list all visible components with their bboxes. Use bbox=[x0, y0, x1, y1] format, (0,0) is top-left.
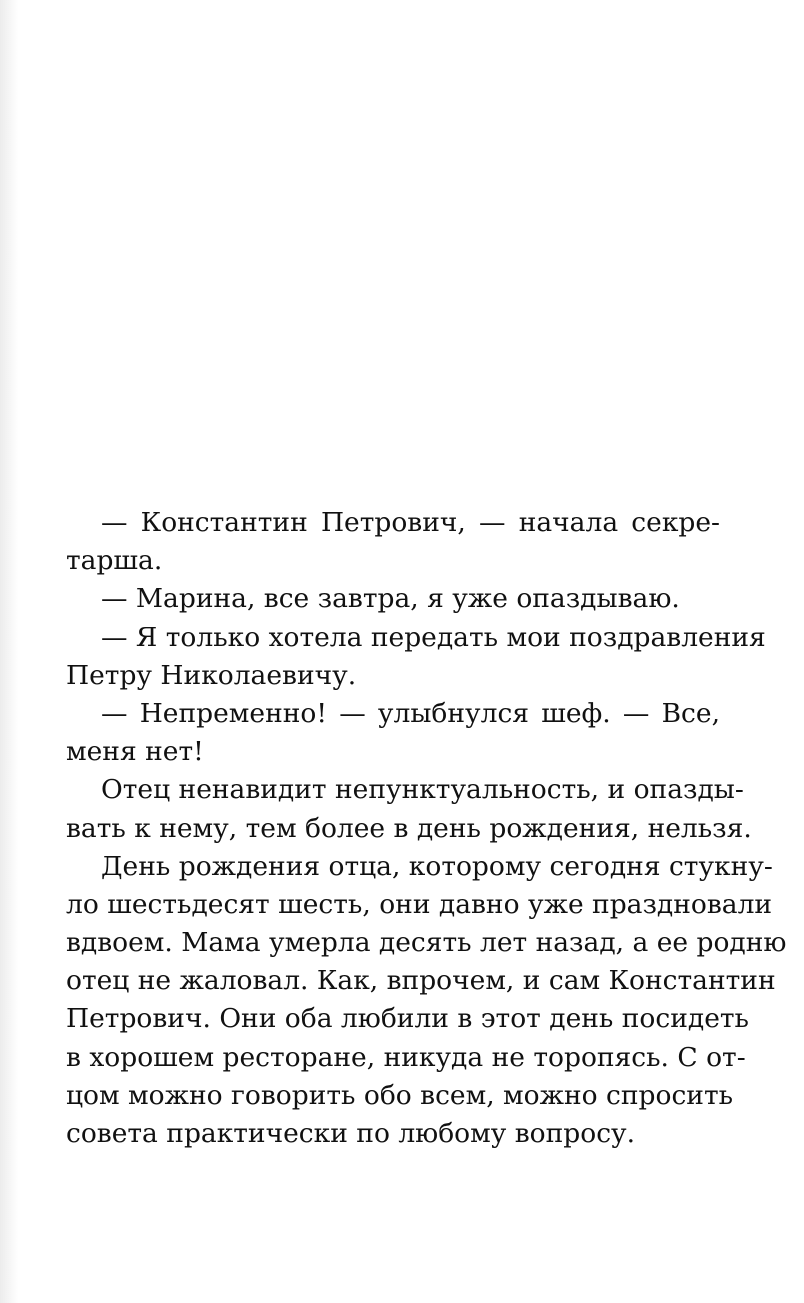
text-line: тарша. bbox=[66, 545, 163, 577]
paragraph bbox=[66, 580, 720, 618]
text-line: цом можно говорить обо всем, можно спросить bbox=[66, 1079, 734, 1111]
text-line: — Я только хотела передать мои поздравления bbox=[101, 621, 766, 653]
text-line: Петрович. Они оба любили в этот день посидеть bbox=[66, 1003, 749, 1035]
paragraph bbox=[66, 504, 720, 580]
paragraph bbox=[66, 619, 766, 695]
text-line: совета практически по любому вопросу. bbox=[66, 1118, 636, 1149]
text-line: ло шестьдесят шесть, они давно уже праздновали bbox=[66, 888, 773, 920]
text-line: отец не жаловал. Как, впрочем, и сам Константин bbox=[66, 965, 776, 997]
text-block bbox=[66, 504, 787, 1153]
text-line: вдвоем. Мама умерла десять лет назад, а ее родню bbox=[66, 927, 787, 959]
text-line: Отец ненавидит непунктуальность, и опазды- bbox=[101, 774, 744, 806]
paragraph bbox=[66, 695, 720, 771]
text-line: Петру Николаевичу. bbox=[66, 659, 357, 691]
paragraph bbox=[66, 771, 752, 847]
text-line: — Марина, все завтра, я уже опаздываю. bbox=[101, 583, 680, 615]
text-line: вать к нему, тем более в день рождения, нельзя. bbox=[66, 812, 752, 844]
text-line: — Непременно! — улыбнулся шеф. — Все, bbox=[101, 697, 720, 729]
text-line: меня нет! bbox=[66, 736, 204, 768]
text-line: — Константин Петрович, — начала секре- bbox=[101, 507, 720, 538]
paragraph bbox=[66, 848, 787, 1154]
text-line: в хорошем ресторане, никуда не торопясь. С от- bbox=[66, 1041, 746, 1073]
page-edge-shadow bbox=[0, 0, 18, 1303]
text-line: День рождения отца, которому сегодня стукну- bbox=[101, 850, 773, 882]
